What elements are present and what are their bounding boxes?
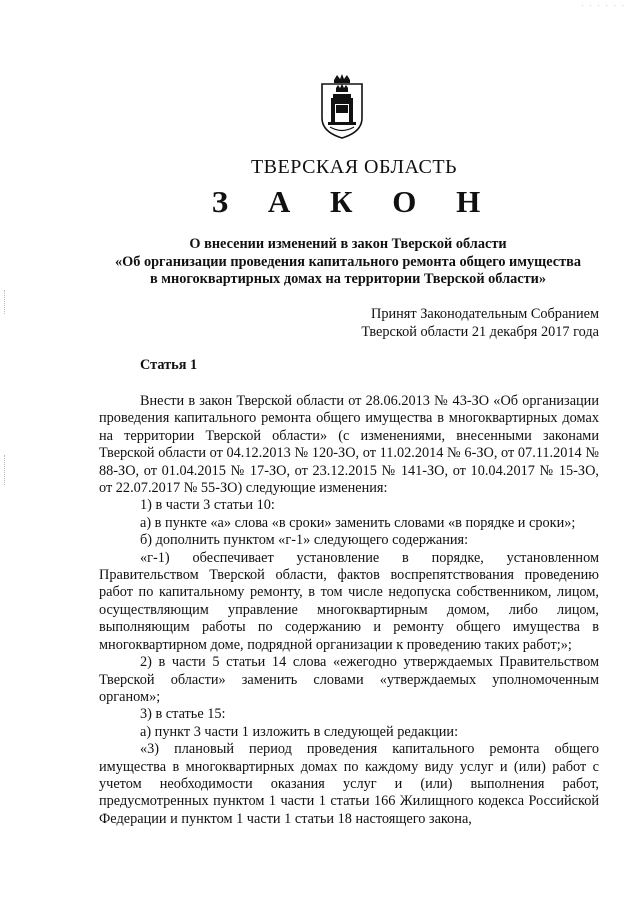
paragraph: а) пункт 3 части 1 изложить в следующей редакции: xyxy=(140,723,459,740)
adoption-note xyxy=(361,306,599,341)
paragraph: «3) плановый период проведения капитального ремонта общего имущества в многоквартирных домах по каждому виду услуг и (или) работ с учетом необходимости оказания услуг и (или) выполнения работ, предусмотренных пунктом 1 части 1 статьи 166 Жилищного кодекса Российской Федерации и пунктом 1 части 1 статьи 18 настоящего закона, xyxy=(99,741,599,827)
paragraph: 1) в части 3 статьи 10: xyxy=(140,497,275,514)
article-heading: Статья 1 xyxy=(140,357,198,373)
scan-corner-mark: · · · · · · xyxy=(581,2,626,10)
adoption-line: Тверской области 21 декабря 2017 года xyxy=(361,323,599,340)
paragraph: б) дополнить пунктом «г-1» следующего содержания: xyxy=(140,532,469,549)
paragraph: 2) в части 5 статьи 14 слова «ежегодно утверждаемых Правительством Тверской области» заменить словами «утверждаемых уполномоченным органом»; xyxy=(99,654,599,705)
law-title xyxy=(98,236,598,289)
law-title-line: О внесении изменений в закон Тверской области xyxy=(189,236,507,252)
article-body xyxy=(99,393,599,828)
law-title-line: «Об организации проведения капитального ремонта общего имущества xyxy=(114,253,582,270)
paragraph: Внести в закон Тверской области от 28.06.2013 № 43-ЗО «Об организации проведения капитального ремонта общего имущества в многоквартирных домах на территории Тверской области» (с изменениями, внесенными законами Тверской области от 04.12.2013 № 120-ЗО, от 11.02.2014 № 6-ЗО, от 07.11.2014 № 88-ЗО, от 01.04.2015 № 17-ЗО, от 23.12.2015 № 141-ЗО, от 10.04.2017 № 15-ЗО, от 22.07.2017 № 55-ЗО) следующие изменения: xyxy=(99,393,599,497)
adoption-line: Принят Законодательным Собранием xyxy=(371,306,599,322)
law-title-line: в многоквартирных домах на территории Тверской области» xyxy=(149,271,547,287)
paragraph: а) в пункте «а» слова «в сроки» заменить словами «в порядке и сроки»; xyxy=(140,514,576,531)
paragraph: 3) в статье 15: xyxy=(140,706,226,723)
coat-of-arms-emblem xyxy=(320,74,364,140)
scan-margin-mark xyxy=(4,455,6,485)
document-type-title: З А К О Н xyxy=(211,184,497,219)
paragraph: «г-1) обеспечивает установление в порядке, установленном Правительством Тверской области, фактов воспрепятствования проведению работ по капитальному ремонту, в том числе недопуска собственником, лицом, осуществляющим управление многоквартирным домом, либо лицом, выполняющим работы по содержанию и ремонту общего имущества в многоквартирном доме, подрядной организации к проведению таких работ;»; xyxy=(99,549,599,653)
region-name: ТВЕРСКАЯ ОБЛАСТЬ xyxy=(250,156,458,178)
scan-margin-mark xyxy=(4,290,6,314)
